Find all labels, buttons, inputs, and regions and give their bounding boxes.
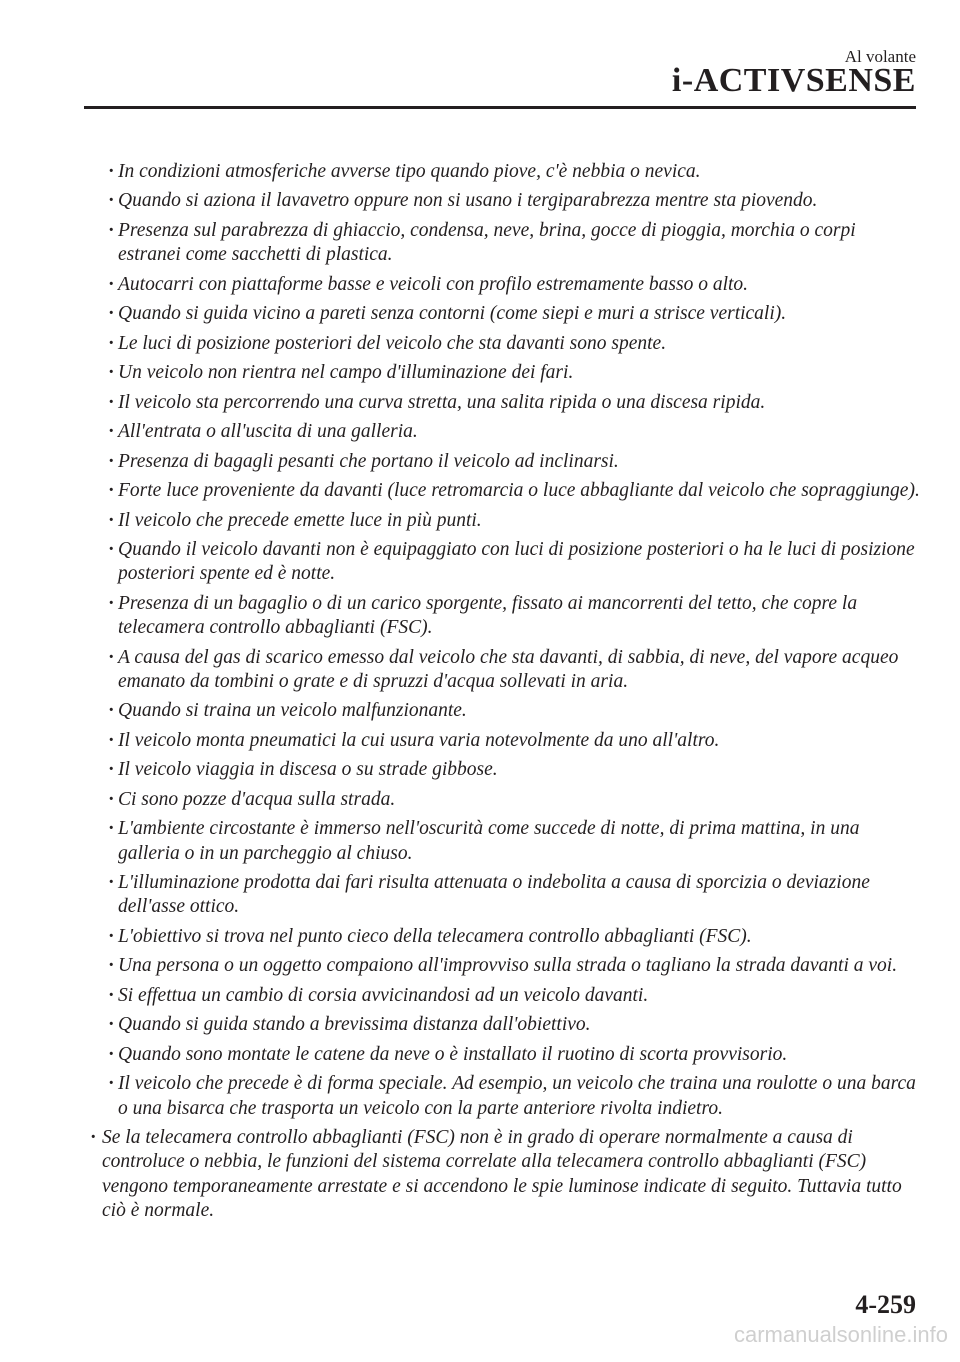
list-item: · Forte luce proveniente da davanti (luce retromarcia o luce abbagliante dal veicolo che sopraggiunge).	[118, 479, 920, 503]
list-item: · Quando si aziona il lavavetro oppure non si usano i tergiparabrezza mentre sta piovendo.	[118, 189, 920, 213]
list-item: · In condizioni atmosferiche avverse tipo quando piove, c'è nebbia o nevica.	[118, 160, 920, 184]
list-item: · Il veicolo che precede è di forma speciale. Ad esempio, un veicolo che traina una roulotte o una barca o una bisarca che trasporta un veicolo con la parte anteriore rivolta indietro.	[118, 1072, 920, 1121]
conditions-list	[84, 160, 920, 1121]
list-item: · Quando si traina un veicolo malfunzionante.	[118, 699, 920, 723]
header-divider	[84, 106, 916, 109]
section-label: Al volante	[844, 47, 916, 66]
watermark: carmanualsonline.info	[733, 1322, 948, 1347]
list-item: · Autocarri con piattaforme basse e veicoli con profilo estremamente basso o alto.	[118, 273, 920, 297]
list-item: · Quando si guida stando a brevissima distanza dall'obiettivo.	[118, 1013, 920, 1037]
list-item: · Le luci di posizione posteriori del veicolo che sta davanti sono spente.	[118, 332, 920, 356]
list-item: · Si effettua un cambio di corsia avvicinandosi ad un veicolo davanti.	[118, 984, 920, 1008]
list-item: · Presenza di un bagaglio o di un carico sporgente, fissato ai mancorrenti del tetto, che copre la telecamera controllo abbaglianti (FSC).	[118, 592, 920, 641]
list-item: · Presenza di bagagli pesanti che portano il veicolo ad inclinarsi.	[118, 450, 920, 474]
list-item: · Il veicolo che precede emette luce in più punti.	[118, 509, 920, 533]
list-item: · Una persona o un oggetto compaiono all'improvviso sulla strada o tagliano la strada davanti a voi.	[118, 954, 920, 978]
list-item: · Quando sono montate le catene da neve o è installato il ruotino di scorta provvisorio.	[118, 1043, 920, 1067]
list-item: · Un veicolo non rientra nel campo d'illuminazione dei fari.	[118, 361, 920, 385]
list-item: · L'illuminazione prodotta dai fari risulta attenuata o indebolita a causa di sporcizia o deviazione dell'asse ottico.	[118, 871, 920, 920]
page-number: 4-259	[855, 1290, 916, 1319]
list-item: · All'entrata o all'uscita di una galleria.	[118, 420, 920, 444]
list-item: · L'ambiente circostante è immerso nell'oscurità come succede di notte, di prima mattina, in una galleria o in un parcheggio al chiuso.	[118, 817, 920, 866]
list-item: · Il veicolo sta percorrendo una curva stretta, una salita ripida o una discesa ripida.	[118, 391, 920, 415]
list-item: · Il veicolo monta pneumatici la cui usura varia notevolmente da uno all'altro.	[118, 729, 920, 753]
list-item: · Quando il veicolo davanti non è equipaggiato con luci di posizione posteriori o ha le luci di posizione posteriori spente ed è notte.	[118, 538, 920, 587]
list-item: · A causa del gas di scarico emesso dal veicolo che sta davanti, di sabbia, di neve, del vapore acqueo emanato da tombini o grate e di spruzzi d'acqua sollevati in aria.	[118, 646, 920, 695]
list-item: · Quando si guida vicino a pareti senza contorni (come siepi e muri a strisce verticali).	[118, 302, 920, 326]
content-body	[84, 160, 920, 1223]
list-item: · L'obiettivo si trova nel punto cieco della telecamera controllo abbaglianti (FSC).	[118, 925, 920, 949]
list-item: · Presenza sul parabrezza di ghiaccio, condensa, neve, brina, gocce di pioggia, morchia o corpi estranei come sacchetti di plastica.	[118, 219, 920, 268]
main-paragraph: · Se la telecamera controllo abbaglianti (FSC) non è in grado di operare normalmente a causa di controluce o nebbia, le funzioni del sistema correlate alla telecamera controllo abbaglianti (FSC) vengono temporaneamente arrestate e si accendono le spie luminose indicate di seguito. Tuttavia tutto ciò è normale.	[84, 1126, 920, 1223]
list-item: · Il veicolo viaggia in discesa o su strade gibbose.	[118, 758, 920, 782]
list-item: · Ci sono pozze d'acqua sulla strada.	[118, 788, 920, 812]
page-title: i-ACTIVSENSE	[671, 62, 916, 99]
